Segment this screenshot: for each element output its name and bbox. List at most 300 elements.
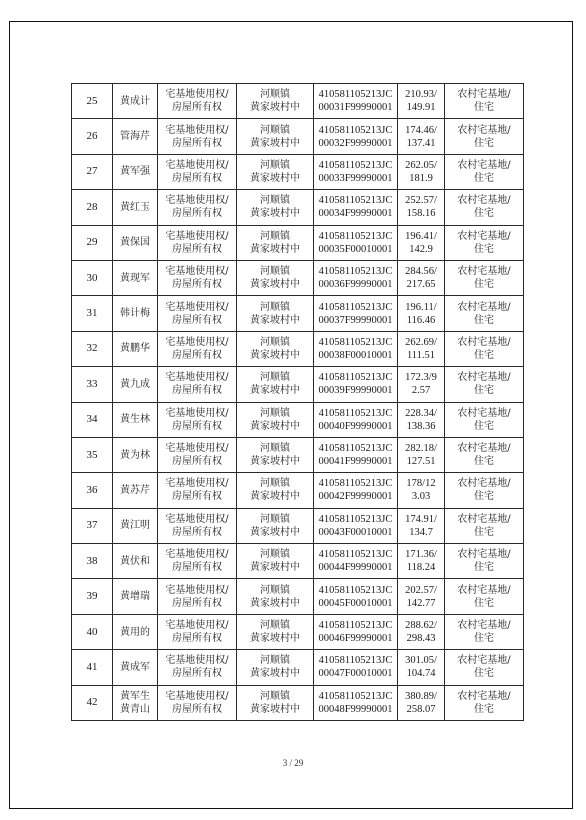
area-cell bbox=[398, 402, 445, 437]
land-use-cell-line: 农村宅基地/ bbox=[457, 124, 511, 136]
owner-name-cell bbox=[113, 508, 158, 543]
unit-code-cell-line: 00038F00010001 bbox=[318, 349, 393, 361]
right-type-cell bbox=[158, 508, 237, 543]
owner-name-cell-line: 黄军生 bbox=[120, 690, 150, 702]
owner-name-cell-line: 黄苏芹 bbox=[120, 484, 150, 496]
unit-code-cell-line: 410581105213JC bbox=[318, 513, 393, 525]
table-row bbox=[72, 402, 524, 437]
unit-code-cell bbox=[314, 579, 398, 614]
right-type-cell-line: 房屋所有权 bbox=[172, 633, 222, 645]
area-cell bbox=[398, 544, 445, 579]
location-cell-line: 河顺镇 bbox=[260, 89, 290, 101]
row-number-cell: 41 bbox=[72, 650, 113, 685]
unit-code-cell-line: 00044F99990001 bbox=[318, 562, 393, 574]
area-cell-line: 298.43 bbox=[406, 633, 436, 645]
land-use-cell bbox=[445, 84, 524, 119]
right-type-cell bbox=[158, 473, 237, 508]
right-type-cell-line: 宅基地使用权/ bbox=[165, 266, 229, 278]
owner-name-cell-line: 黄成计 bbox=[120, 95, 150, 107]
location-cell-line: 黄家坡村中 bbox=[250, 279, 300, 291]
location-cell-line: 河顺镇 bbox=[260, 124, 290, 136]
right-type-cell-line: 宅基地使用权/ bbox=[165, 124, 229, 136]
right-type-cell-line: 宅基地使用权/ bbox=[165, 89, 229, 101]
location-cell-line: 黄家坡村中 bbox=[250, 633, 300, 645]
area-cell bbox=[398, 260, 445, 295]
right-type-cell-line: 房屋所有权 bbox=[172, 526, 222, 538]
area-cell-line: 138.36 bbox=[406, 420, 436, 432]
location-cell bbox=[237, 614, 314, 649]
owner-name-cell bbox=[113, 296, 158, 331]
location-cell-line: 黄家坡村中 bbox=[250, 172, 300, 184]
right-type-cell-line: 宅基地使用权/ bbox=[165, 513, 229, 525]
owner-name-cell bbox=[113, 614, 158, 649]
area-cell bbox=[398, 508, 445, 543]
row-number-cell: 34 bbox=[72, 402, 113, 437]
land-use-cell-line: 农村宅基地/ bbox=[457, 407, 511, 419]
owner-name-cell-line: 黄红玉 bbox=[120, 201, 150, 213]
unit-code-cell-line: 410581105213JC bbox=[318, 443, 393, 455]
location-cell-line: 黄家坡村中 bbox=[250, 491, 300, 503]
table-row bbox=[72, 579, 524, 614]
owner-name-cell-line: 黄成军 bbox=[120, 661, 150, 673]
area-cell bbox=[398, 225, 445, 260]
unit-code-cell-line: 00046F99990001 bbox=[318, 633, 393, 645]
area-cell-line: 262.69/ bbox=[405, 336, 437, 348]
table-row bbox=[72, 367, 524, 402]
area-cell bbox=[398, 685, 445, 720]
table-row bbox=[72, 508, 524, 543]
unit-code-cell-line: 00031F99990001 bbox=[318, 102, 393, 114]
unit-code-cell-line: 00048F99990001 bbox=[318, 703, 393, 715]
right-type-cell-line: 房屋所有权 bbox=[172, 385, 222, 397]
unit-code-cell bbox=[314, 650, 398, 685]
owner-name-cell bbox=[113, 650, 158, 685]
location-cell-line: 河顺镇 bbox=[260, 478, 290, 490]
area-cell-line: 301.05/ bbox=[405, 655, 437, 667]
table-row bbox=[72, 473, 524, 508]
area-cell-line: 3.03 bbox=[411, 491, 431, 503]
right-type-cell bbox=[158, 296, 237, 331]
owner-name-cell bbox=[113, 402, 158, 437]
right-type-cell-line: 房屋所有权 bbox=[172, 279, 222, 291]
area-cell bbox=[398, 331, 445, 366]
table-row bbox=[72, 154, 524, 189]
location-cell-line: 河顺镇 bbox=[260, 620, 290, 632]
unit-code-cell bbox=[314, 402, 398, 437]
row-number-cell: 33 bbox=[72, 367, 113, 402]
land-use-cell-line: 农村宅基地/ bbox=[457, 230, 511, 242]
right-type-cell bbox=[158, 331, 237, 366]
owner-name-cell bbox=[113, 154, 158, 189]
unit-code-cell-line: 410581105213JC bbox=[318, 372, 393, 384]
right-type-cell bbox=[158, 650, 237, 685]
unit-code-cell-line: 410581105213JC bbox=[318, 266, 393, 278]
land-use-cell-line: 住宅 bbox=[474, 633, 494, 645]
land-use-cell bbox=[445, 685, 524, 720]
unit-code-cell-line: 410581105213JC bbox=[318, 124, 393, 136]
land-use-cell-line: 住宅 bbox=[474, 349, 494, 361]
land-use-cell-line: 农村宅基地/ bbox=[457, 336, 511, 348]
unit-code-cell bbox=[314, 84, 398, 119]
area-cell bbox=[398, 154, 445, 189]
land-use-cell-line: 农村宅基地/ bbox=[457, 443, 511, 455]
unit-code-cell bbox=[314, 437, 398, 472]
land-use-cell-line: 住宅 bbox=[474, 526, 494, 538]
right-type-cell-line: 房屋所有权 bbox=[172, 349, 222, 361]
area-cell-line: 202.57/ bbox=[405, 584, 437, 596]
land-use-cell-line: 住宅 bbox=[474, 456, 494, 468]
unit-code-cell-line: 00045F00010001 bbox=[318, 597, 393, 609]
right-type-cell-line: 房屋所有权 bbox=[172, 137, 222, 149]
area-cell-line: 171.36/ bbox=[405, 549, 437, 561]
land-use-cell bbox=[445, 508, 524, 543]
right-type-cell bbox=[158, 190, 237, 225]
land-use-cell-line: 住宅 bbox=[474, 137, 494, 149]
area-cell bbox=[398, 473, 445, 508]
right-type-cell-line: 房屋所有权 bbox=[172, 456, 222, 468]
row-number-cell: 30 bbox=[72, 260, 113, 295]
row-number-cell: 36 bbox=[72, 473, 113, 508]
owner-name-cell bbox=[113, 437, 158, 472]
location-cell-line: 黄家坡村中 bbox=[250, 243, 300, 255]
area-cell-line: 127.51 bbox=[406, 456, 436, 468]
row-number-cell: 37 bbox=[72, 508, 113, 543]
right-type-cell bbox=[158, 579, 237, 614]
area-cell-line: 262.05/ bbox=[405, 159, 437, 171]
location-cell-line: 黄家坡村中 bbox=[250, 597, 300, 609]
owner-name-cell bbox=[113, 579, 158, 614]
location-cell-line: 黄家坡村中 bbox=[250, 314, 300, 326]
area-cell bbox=[398, 367, 445, 402]
land-use-cell-line: 住宅 bbox=[474, 172, 494, 184]
unit-code-cell bbox=[314, 260, 398, 295]
owner-name-cell bbox=[113, 473, 158, 508]
row-number-cell: 32 bbox=[72, 331, 113, 366]
area-cell-line: 181.9 bbox=[409, 172, 433, 184]
right-type-cell-line: 宅基地使用权/ bbox=[165, 159, 229, 171]
right-type-cell-line: 宅基地使用权/ bbox=[165, 655, 229, 667]
land-use-cell-line: 农村宅基地/ bbox=[457, 301, 511, 313]
right-type-cell bbox=[158, 119, 237, 154]
unit-code-cell bbox=[314, 119, 398, 154]
area-cell-line: 258.07 bbox=[406, 703, 436, 715]
right-type-cell bbox=[158, 84, 237, 119]
unit-code-cell-line: 00041F99990001 bbox=[318, 456, 393, 468]
row-number-cell: 27 bbox=[72, 154, 113, 189]
area-cell bbox=[398, 190, 445, 225]
table-row bbox=[72, 225, 524, 260]
page-number: 3 / 29 bbox=[282, 758, 304, 768]
location-cell bbox=[237, 225, 314, 260]
land-use-cell-line: 农村宅基地/ bbox=[457, 620, 511, 632]
right-type-cell-line: 宅基地使用权/ bbox=[165, 336, 229, 348]
unit-code-cell-line: 00037F99990001 bbox=[318, 314, 393, 326]
land-use-cell-line: 住宅 bbox=[474, 102, 494, 114]
location-cell bbox=[237, 154, 314, 189]
land-use-cell-line: 农村宅基地/ bbox=[457, 266, 511, 278]
unit-code-cell-line: 00043F00010001 bbox=[318, 526, 393, 538]
unit-code-cell-line: 410581105213JC bbox=[318, 407, 393, 419]
area-cell-line: 149.91 bbox=[406, 102, 436, 114]
land-use-cell-line: 农村宅基地/ bbox=[457, 372, 511, 384]
unit-code-cell-line: 410581105213JC bbox=[318, 620, 393, 632]
land-use-cell-line: 农村宅基地/ bbox=[457, 655, 511, 667]
owner-name-cell-line: 黄九成 bbox=[120, 378, 150, 390]
owner-name-cell-line: 韩计梅 bbox=[120, 308, 150, 320]
unit-code-cell bbox=[314, 367, 398, 402]
land-use-cell-line: 农村宅基地/ bbox=[457, 584, 511, 596]
land-use-cell-line: 住宅 bbox=[474, 279, 494, 291]
land-use-cell bbox=[445, 473, 524, 508]
location-cell-line: 黄家坡村中 bbox=[250, 137, 300, 149]
row-number-cell: 39 bbox=[72, 579, 113, 614]
table-row bbox=[72, 614, 524, 649]
unit-code-cell-line: 410581105213JC bbox=[318, 301, 393, 313]
area-cell-line: 142.9 bbox=[409, 243, 433, 255]
table-row bbox=[72, 437, 524, 472]
right-type-cell bbox=[158, 685, 237, 720]
row-number-cell: 40 bbox=[72, 614, 113, 649]
location-cell-line: 黄家坡村中 bbox=[250, 668, 300, 680]
land-use-cell bbox=[445, 437, 524, 472]
property-register-table bbox=[71, 83, 524, 721]
unit-code-cell bbox=[314, 473, 398, 508]
right-type-cell-line: 房屋所有权 bbox=[172, 420, 222, 432]
unit-code-cell-line: 410581105213JC bbox=[318, 230, 393, 242]
area-cell bbox=[398, 437, 445, 472]
location-cell-line: 河顺镇 bbox=[260, 407, 290, 419]
location-cell-line: 黄家坡村中 bbox=[250, 385, 300, 397]
area-cell bbox=[398, 84, 445, 119]
unit-code-cell-line: 00040F99990001 bbox=[318, 420, 393, 432]
row-number-cell: 25 bbox=[72, 84, 113, 119]
unit-code-cell bbox=[314, 331, 398, 366]
table-row bbox=[72, 260, 524, 295]
land-use-cell-line: 住宅 bbox=[474, 420, 494, 432]
owner-name-cell bbox=[113, 84, 158, 119]
area-cell-line: 104.74 bbox=[406, 668, 436, 680]
unit-code-cell-line: 410581105213JC bbox=[318, 690, 393, 702]
right-type-cell-line: 房屋所有权 bbox=[172, 243, 222, 255]
location-cell bbox=[237, 437, 314, 472]
unit-code-cell bbox=[314, 296, 398, 331]
area-cell-line: 2.57 bbox=[411, 385, 431, 397]
location-cell-line: 黄家坡村中 bbox=[250, 703, 300, 715]
right-type-cell-line: 宅基地使用权/ bbox=[165, 195, 229, 207]
table-row bbox=[72, 544, 524, 579]
unit-code-cell-line: 410581105213JC bbox=[318, 89, 393, 101]
land-use-cell-line: 农村宅基地/ bbox=[457, 89, 511, 101]
area-cell bbox=[398, 650, 445, 685]
right-type-cell-line: 宅基地使用权/ bbox=[165, 301, 229, 313]
table-row bbox=[72, 190, 524, 225]
row-number-cell: 29 bbox=[72, 225, 113, 260]
unit-code-cell-line: 00033F99990001 bbox=[318, 172, 393, 184]
unit-code-cell bbox=[314, 544, 398, 579]
right-type-cell bbox=[158, 402, 237, 437]
area-cell-line: 217.65 bbox=[406, 279, 436, 291]
unit-code-cell-line: 410581105213JC bbox=[318, 195, 393, 207]
owner-name-cell-line: 黄伏和 bbox=[120, 555, 150, 567]
table-row bbox=[72, 685, 524, 720]
owner-name-cell-line: 黄现军 bbox=[120, 272, 150, 284]
right-type-cell-line: 房屋所有权 bbox=[172, 703, 222, 715]
right-type-cell-line: 宅基地使用权/ bbox=[165, 230, 229, 242]
location-cell-line: 河顺镇 bbox=[260, 690, 290, 702]
location-cell bbox=[237, 84, 314, 119]
area-cell-line: 178/12 bbox=[406, 478, 436, 490]
area-cell-line: 288.62/ bbox=[405, 620, 437, 632]
location-cell bbox=[237, 190, 314, 225]
area-cell bbox=[398, 579, 445, 614]
land-use-cell-line: 住宅 bbox=[474, 243, 494, 255]
area-cell-line: 252.57/ bbox=[405, 195, 437, 207]
table-row bbox=[72, 331, 524, 366]
table-row bbox=[72, 119, 524, 154]
right-type-cell bbox=[158, 260, 237, 295]
land-use-cell bbox=[445, 402, 524, 437]
unit-code-cell-line: 00036F99990001 bbox=[318, 279, 393, 291]
unit-code-cell bbox=[314, 685, 398, 720]
row-number-cell: 28 bbox=[72, 190, 113, 225]
owner-name-cell-line: 黄保国 bbox=[120, 237, 150, 249]
location-cell-line: 河顺镇 bbox=[260, 159, 290, 171]
land-use-cell bbox=[445, 154, 524, 189]
location-cell bbox=[237, 119, 314, 154]
unit-code-cell-line: 00034F99990001 bbox=[318, 208, 393, 220]
land-use-cell bbox=[445, 614, 524, 649]
location-cell-line: 黄家坡村中 bbox=[250, 562, 300, 574]
unit-code-cell-line: 410581105213JC bbox=[318, 584, 393, 596]
location-cell-line: 河顺镇 bbox=[260, 230, 290, 242]
area-cell-line: 210.93/ bbox=[405, 89, 437, 101]
unit-code-cell bbox=[314, 154, 398, 189]
right-type-cell-line: 房屋所有权 bbox=[172, 208, 222, 220]
unit-code-cell-line: 410581105213JC bbox=[318, 336, 393, 348]
unit-code-cell-line: 00035F00010001 bbox=[318, 243, 393, 255]
right-type-cell-line: 房屋所有权 bbox=[172, 172, 222, 184]
unit-code-cell-line: 00042F99990001 bbox=[318, 491, 393, 503]
right-type-cell-line: 宅基地使用权/ bbox=[165, 372, 229, 384]
land-use-cell-line: 住宅 bbox=[474, 703, 494, 715]
area-cell bbox=[398, 296, 445, 331]
right-type-cell bbox=[158, 367, 237, 402]
owner-name-cell-line: 黄为林 bbox=[120, 449, 150, 461]
land-use-cell-line: 农村宅基地/ bbox=[457, 478, 511, 490]
owner-name-cell bbox=[113, 190, 158, 225]
right-type-cell bbox=[158, 614, 237, 649]
area-cell-line: 284.56/ bbox=[405, 266, 437, 278]
area-cell-line: 137.41 bbox=[406, 137, 436, 149]
location-cell bbox=[237, 579, 314, 614]
area-cell-line: 228.34/ bbox=[405, 407, 437, 419]
area-cell-line: 172.3/9 bbox=[405, 372, 437, 384]
owner-name-cell-line: 黄鹏华 bbox=[120, 343, 150, 355]
unit-code-cell-line: 00039F99990001 bbox=[318, 385, 393, 397]
row-number-cell: 42 bbox=[72, 685, 113, 720]
area-cell bbox=[398, 614, 445, 649]
area-cell-line: 174.46/ bbox=[405, 124, 437, 136]
land-use-cell-line: 农村宅基地/ bbox=[457, 513, 511, 525]
table-row bbox=[72, 296, 524, 331]
unit-code-cell-line: 410581105213JC bbox=[318, 159, 393, 171]
area-cell-line: 142.77 bbox=[406, 597, 436, 609]
location-cell-line: 河顺镇 bbox=[260, 513, 290, 525]
location-cell-line: 河顺镇 bbox=[260, 584, 290, 596]
location-cell-line: 河顺镇 bbox=[260, 549, 290, 561]
land-use-cell-line: 住宅 bbox=[474, 668, 494, 680]
unit-code-cell bbox=[314, 614, 398, 649]
right-type-cell-line: 房屋所有权 bbox=[172, 314, 222, 326]
right-type-cell-line: 房屋所有权 bbox=[172, 562, 222, 574]
location-cell-line: 黄家坡村中 bbox=[250, 208, 300, 220]
owner-name-cell-line: 管海芹 bbox=[120, 131, 150, 143]
row-number-cell: 31 bbox=[72, 296, 113, 331]
land-use-cell bbox=[445, 544, 524, 579]
location-cell bbox=[237, 296, 314, 331]
location-cell bbox=[237, 260, 314, 295]
right-type-cell-line: 宅基地使用权/ bbox=[165, 443, 229, 455]
row-number-cell: 38 bbox=[72, 544, 113, 579]
land-use-cell bbox=[445, 579, 524, 614]
area-cell-line: 158.16 bbox=[406, 208, 436, 220]
location-cell-line: 河顺镇 bbox=[260, 301, 290, 313]
owner-name-cell bbox=[113, 331, 158, 366]
location-cell bbox=[237, 331, 314, 366]
right-type-cell-line: 宅基地使用权/ bbox=[165, 478, 229, 490]
location-cell bbox=[237, 367, 314, 402]
land-use-cell-line: 农村宅基地/ bbox=[457, 690, 511, 702]
location-cell-line: 河顺镇 bbox=[260, 336, 290, 348]
row-number-cell: 26 bbox=[72, 119, 113, 154]
land-use-cell-line: 住宅 bbox=[474, 491, 494, 503]
location-cell bbox=[237, 650, 314, 685]
owner-name-cell-line: 黄用的 bbox=[120, 626, 150, 638]
land-use-cell-line: 住宅 bbox=[474, 597, 494, 609]
location-cell-line: 黄家坡村中 bbox=[250, 102, 300, 114]
land-use-cell-line: 农村宅基地/ bbox=[457, 195, 511, 207]
location-cell bbox=[237, 544, 314, 579]
right-type-cell-line: 房屋所有权 bbox=[172, 668, 222, 680]
location-cell-line: 黄家坡村中 bbox=[250, 526, 300, 538]
right-type-cell-line: 宅基地使用权/ bbox=[165, 584, 229, 596]
owner-name-cell bbox=[113, 544, 158, 579]
owner-name-cell-line: 黄青山 bbox=[120, 703, 150, 715]
location-cell-line: 黄家坡村中 bbox=[250, 456, 300, 468]
unit-code-cell bbox=[314, 190, 398, 225]
land-use-cell bbox=[445, 296, 524, 331]
area-cell-line: 196.11/ bbox=[405, 301, 437, 313]
owner-name-cell-line: 黄增瑞 bbox=[120, 591, 150, 603]
row-number-cell: 35 bbox=[72, 437, 113, 472]
area-cell bbox=[398, 119, 445, 154]
land-use-cell-line: 住宅 bbox=[474, 385, 494, 397]
owner-name-cell bbox=[113, 367, 158, 402]
area-cell-line: 174.91/ bbox=[405, 513, 437, 525]
owner-name-cell-line: 黄江明 bbox=[120, 520, 150, 532]
land-use-cell-line: 农村宅基地/ bbox=[457, 549, 511, 561]
area-cell-line: 380.89/ bbox=[405, 690, 437, 702]
owner-name-cell bbox=[113, 119, 158, 154]
unit-code-cell bbox=[314, 508, 398, 543]
table-row bbox=[72, 650, 524, 685]
unit-code-cell-line: 410581105213JC bbox=[318, 655, 393, 667]
owner-name-cell bbox=[113, 260, 158, 295]
land-use-cell bbox=[445, 225, 524, 260]
location-cell-line: 河顺镇 bbox=[260, 195, 290, 207]
right-type-cell-line: 房屋所有权 bbox=[172, 491, 222, 503]
right-type-cell-line: 房屋所有权 bbox=[172, 597, 222, 609]
